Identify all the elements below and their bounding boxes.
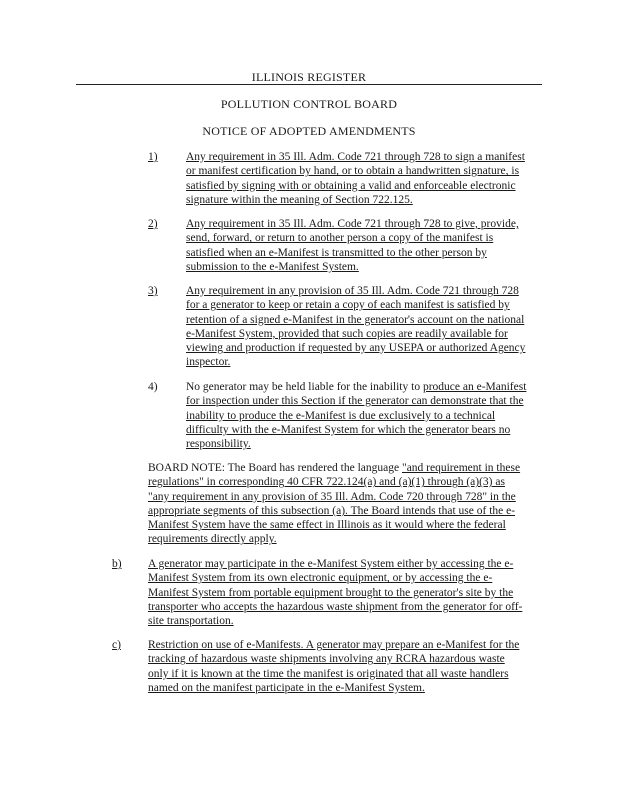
header-rule (76, 84, 542, 85)
item-2-text: Any requirement in 35 Ill. Adm. Code 721 through 728 to give, provide, send, forward, or return to another person a copy of the manifest is satisfied when an e-Manifest is transmitted to the other person by submission to the e-Manifest System. (186, 218, 519, 273)
section-c-text: Restriction on use of e-Manifests. A generator may prepare an e-Manifest for the tracking of hazardous waste shipments involving any RCRA hazardous waste only if it is known at the time the manifest is originated that all waste handlers named on the manifest participate in the e-Manifest System. (148, 639, 520, 694)
item-4 (148, 380, 548, 452)
item-4-text: No generator may be held liable for the inability to produce an e-Manifest for inspection under this Section if the generator can demonstrate that the inability to produce the e-Manifest is due exclusively to a technical difficulty with the e-Manifest System for which the generator bears no responsibility. (186, 381, 527, 451)
notice-title: NOTICE OF ADOPTED AMENDMENTS (202, 124, 416, 138)
section-b-text: A generator may participate in the e-Manifest System either by accessing the e- Manifest System from its own electronic equipment, or by accessing the e- Manifest System from portable equipment brought to the generator's site by the transporter who accepts the hazardous waste shipment from the generator for off- site transportation. (148, 558, 523, 628)
item-3 (148, 284, 548, 370)
board-title: POLLUTION CONTROL BOARD (220, 97, 398, 111)
item-2-number: 2) (148, 218, 158, 230)
item-2 (148, 217, 548, 275)
board-note: BOARD NOTE: The Board has rendered the language "and requirement in these regulations" in corresponding 40 CFR 722.124(a) and (a)(1) through (a)(3) as "any requirement in any provision of 35 Ill. Adm. Code 720 through 728" in the appropriate segments of this subsection (a). The Board intends that use of the e- Manifest System have the same effect in Illinois as it would where the federal requirements directly apply. (148, 462, 521, 546)
item-3-text: Any requirement in any provision of 35 Ill. Adm. Code 721 through 728 for a generator to keep or retain a copy of each manifest is satisfied by retention of a signed e-Manifest in the generator's account on the national e-Manifest System, provided that such copies are readily available for viewing and production if requested by any USEPA or authorized Agency inspector. (186, 285, 526, 369)
section-c (112, 638, 552, 696)
section-b-number: b) (112, 558, 122, 570)
item-1 (148, 150, 548, 208)
item-1-number: 1) (148, 151, 158, 163)
register-title: ILLINOIS REGISTER (251, 70, 367, 84)
item-1-text: Any requirement in 35 Ill. Adm. Code 721 through 728 to sign a manifest or manifest certification by hand, or to obtain a handwritten signature, is satisfied by signing with or obtaining a valid and enforceable electronic signature within the meaning of Section 722.125. (186, 151, 525, 206)
item-3-number: 3) (148, 285, 158, 297)
section-b (112, 557, 552, 629)
item-4-number: 4) (148, 381, 158, 393)
section-c-number: c) (112, 639, 121, 651)
